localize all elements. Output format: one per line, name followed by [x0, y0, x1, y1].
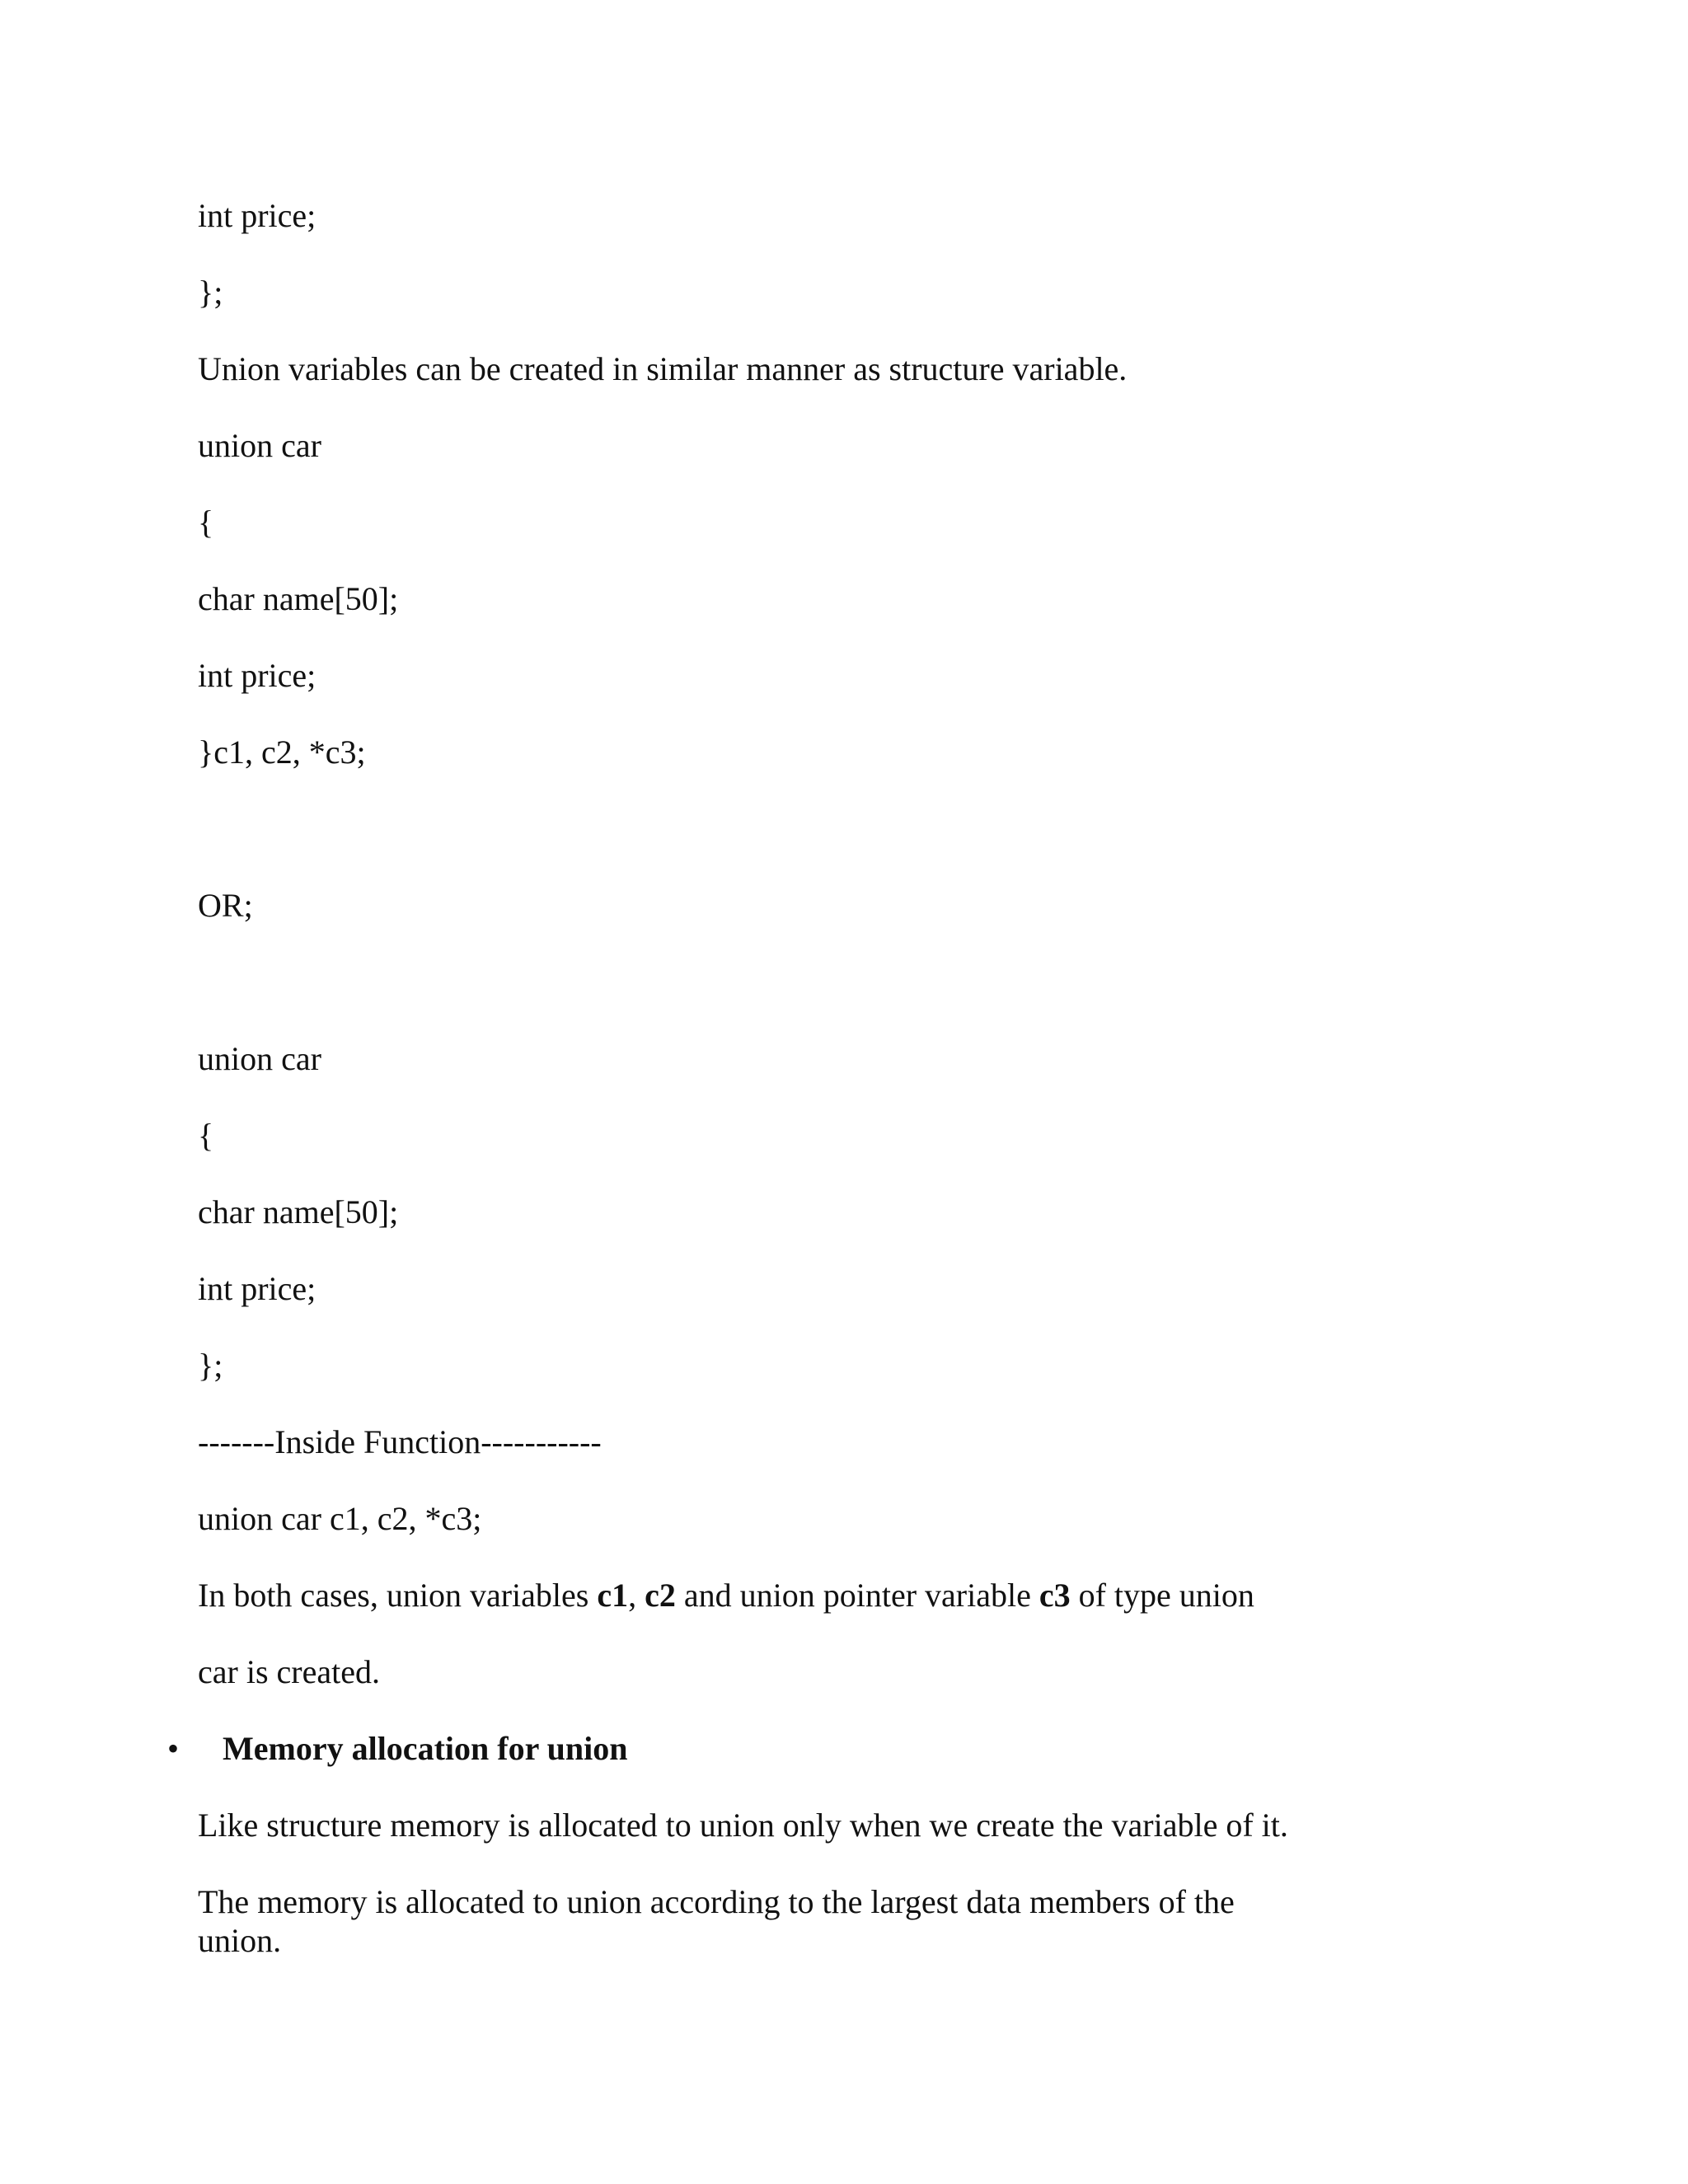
- section-heading: Memory allocation for union: [223, 1730, 628, 1767]
- var-c3: c3: [1039, 1577, 1071, 1614]
- code-line: };: [198, 274, 223, 311]
- code-line: union car: [198, 1040, 321, 1077]
- summary-line-2: car is created.: [198, 1653, 380, 1690]
- summary-mid: and union pointer variable: [675, 1577, 1039, 1614]
- inside-function-label: -------Inside Function-----------: [198, 1423, 602, 1460]
- code-line: int price;: [198, 657, 316, 694]
- summary-comma: ,: [628, 1577, 645, 1614]
- code-line: int price;: [198, 1270, 316, 1307]
- code-line: {: [198, 504, 214, 541]
- var-c1: c1: [597, 1577, 629, 1614]
- code-line: int price;: [198, 197, 316, 234]
- or-separator: OR;: [198, 887, 253, 924]
- var-c2: c2: [645, 1577, 676, 1614]
- code-line: union car: [198, 427, 321, 464]
- summary-suffix: of type union: [1070, 1577, 1254, 1614]
- code-line: }c1, c2, *c3;: [198, 733, 366, 771]
- paragraph-1: Like structure memory is allocated to union only when we create the variable of it.: [198, 1807, 1288, 1844]
- paragraph-2-line-2: union.: [198, 1922, 282, 1959]
- code-line: };: [198, 1347, 223, 1384]
- code-line: char name[50];: [198, 1193, 399, 1230]
- body-text: Union variables can be created in similar manner as structure variable.: [198, 350, 1128, 387]
- code-line: char name[50];: [198, 580, 399, 617]
- summary-prefix: In both cases, union variables: [198, 1577, 598, 1614]
- code-line: {: [198, 1117, 214, 1154]
- code-line: union car c1, c2, *c3;: [198, 1500, 482, 1537]
- bullet-icon: •: [167, 1730, 180, 1767]
- summary-sentence: [198, 1576, 1254, 1615]
- paragraph-2-line-1: The memory is allocated to union according to the largest data members of the: [198, 1883, 1235, 1920]
